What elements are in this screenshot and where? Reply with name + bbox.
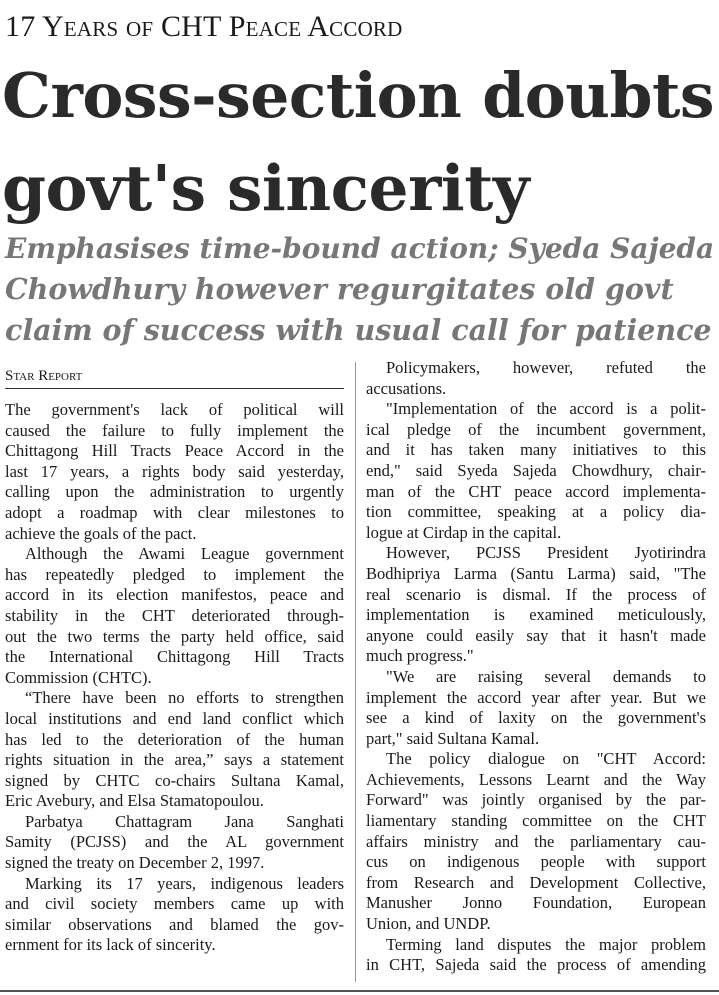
text-line: Union, and UNDP. — [366, 914, 491, 934]
text-line: calling upon the administration to urgently — [5, 482, 344, 502]
text-line: cus on indigenous people with support — [366, 852, 706, 872]
text-line: "We are raising several demands to — [386, 666, 706, 686]
text-line: implement the accord year after year. But we — [366, 687, 706, 707]
text-line: Although the Awami League government — [25, 544, 344, 564]
text-line: last 17 years, a rights body said yesterday, — [5, 461, 344, 481]
text-line: Terming land disputes the major problem — [386, 934, 706, 954]
text-line: signed by CHTC co-chairs Sultana Kamal, — [5, 770, 344, 790]
text-line: tion committee, speaking at a policy dia- — [366, 502, 706, 522]
deck-line: Emphasises time-bound action; Syeda Sajeda — [5, 232, 715, 265]
text-line: the International Chittagong Hill Tracts — [5, 647, 344, 667]
headline-line: Cross-section doubts — [2, 59, 715, 132]
bottom-rule — [0, 990, 719, 992]
text-line: end," said Syeda Sajeda Chowdhury, chair- — [366, 460, 706, 480]
text-line: Eric Avebury, and Elsa Stamatopoulou. — [5, 791, 264, 811]
text-line: out the two terms the party held office, said — [5, 626, 344, 646]
text-line: However, PCJSS President Jyotirindra — [386, 543, 706, 563]
text-line: logue at Cirdap in the capital. — [366, 522, 562, 542]
headline-line: govt's sincerity — [2, 151, 529, 225]
text-line: caused the failure to fully implement the — [5, 420, 344, 440]
text-line: in CHT, Sajeda said the process of amending — [366, 955, 706, 975]
text-line: real scenario is dismal. If the process of — [366, 584, 706, 604]
text-line: Forward" was jointly organised by the par- — [366, 790, 706, 810]
text-line: “There have been no efforts to strengthen — [25, 688, 344, 708]
text-line: stability in the CHT deteriorated through- — [5, 605, 344, 625]
article-column-2 — [366, 358, 706, 976]
text-line: accusations. — [366, 378, 447, 398]
text-line: Marking its 17 years, indigenous leaders — [25, 873, 344, 893]
text-line: Commission (CHTC). — [5, 667, 152, 687]
column-divider — [355, 362, 356, 982]
text-line: The government's lack of political will — [5, 400, 344, 419]
text-line: see a kind of laxity on the government's — [366, 708, 706, 728]
text-line: Bodhipriya Larma (Santu Larma) said, "The — [366, 563, 706, 583]
text-line: Policymakers, however, refuted the — [386, 358, 706, 377]
text-line: local institutions and end land conflict which — [5, 708, 344, 728]
text-line: anyone could easily say that it hasn't made — [366, 625, 706, 645]
article-column-1 — [5, 400, 344, 956]
text-line: similar observations and blamed the gov- — [5, 914, 344, 934]
text-line: adopt a roadmap with clear milestones to — [5, 502, 344, 522]
deck-line: claim of success with usual call for patience — [5, 313, 712, 347]
text-line: affairs ministry and the parliamentary cau- — [366, 831, 706, 851]
text-line: much progress." — [366, 646, 474, 666]
text-line: The policy dialogue on "CHT Accord: — [386, 749, 706, 769]
text-line: and it has taken many initiatives to this — [366, 440, 706, 460]
text-line: ical pledge of the incumbent government, — [366, 419, 706, 439]
text-line: has repeatedly pledged to implement the — [5, 564, 344, 584]
text-line: Parbatya Chattagram Jana Sanghati — [25, 811, 344, 831]
text-line: Manusher Jonno Foundation, European — [366, 893, 706, 913]
text-line: man of the CHT peace accord implementa- — [366, 481, 706, 501]
text-line: "Implementation of the accord is a polit- — [386, 399, 706, 419]
byline: Star Report — [5, 367, 344, 389]
text-line: liamentary standing committee on the CHT — [366, 811, 706, 831]
text-line: accord in its election manifestos, peace and — [5, 585, 344, 605]
text-line: and civil society members came up with — [5, 894, 344, 914]
section-kicker: 17 Years of CHT Peace Accord — [5, 10, 403, 43]
text-line: part," said Sultana Kamal. — [366, 728, 540, 748]
text-line: Achievements, Lessons Learnt and the Way — [366, 769, 706, 789]
text-line: rights situation in the area,” says a statement — [5, 750, 344, 770]
text-line: implementation is examined meticulously, — [366, 605, 706, 625]
headline — [2, 50, 716, 234]
text-line: signed the treaty on December 2, 1997. — [5, 853, 265, 873]
text-line: from Research and Development Collective, — [366, 872, 706, 892]
deck-line: Chowdhury however regurgitates old govt — [5, 272, 674, 306]
text-line: ernment for its lack of sincerity. — [5, 935, 216, 955]
text-line: has led to the deterioration of the human — [5, 729, 344, 749]
text-line: Chittagong Hill Tracts Peace Accord in the — [5, 441, 344, 461]
text-line: Samity (PCJSS) and the AL government — [5, 832, 344, 852]
subheadline-deck — [5, 228, 717, 351]
text-line: achieve the goals of the pact. — [5, 523, 197, 543]
